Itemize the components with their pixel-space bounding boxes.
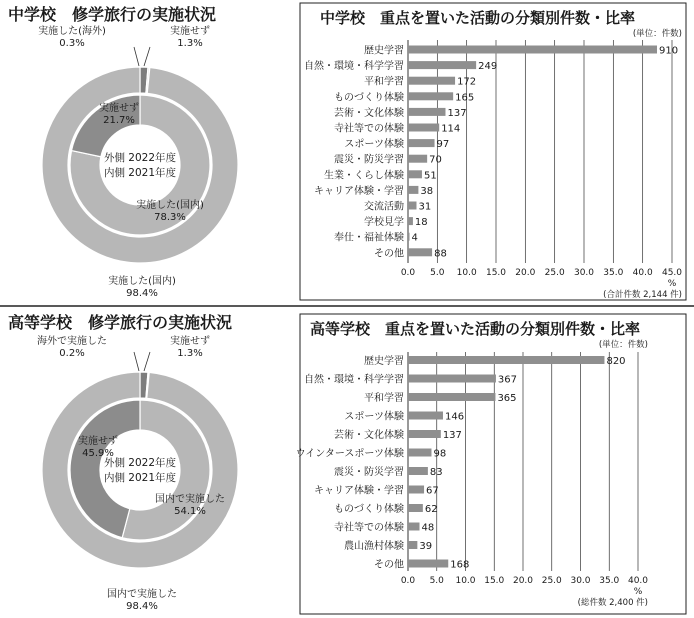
category-label: 平和学習 xyxy=(364,393,404,404)
x-tick-label: 30.0 xyxy=(573,268,595,278)
donut-hole xyxy=(102,127,178,203)
category-label: 寺社等での体験 xyxy=(334,522,404,534)
bar-count-label: 70 xyxy=(429,154,442,166)
bar-count-label: 4 xyxy=(411,232,418,244)
bar-count-label: 910 xyxy=(659,45,679,57)
center-label-inner: 内側 2021年度 xyxy=(103,167,177,179)
category-label: その他 xyxy=(374,248,404,260)
bar xyxy=(408,356,604,364)
x-tick-label: 20.0 xyxy=(512,576,534,586)
hs-inner-domestic-value: 54.1% xyxy=(174,506,206,517)
bar xyxy=(408,449,431,457)
bar-chart-3 xyxy=(296,314,686,614)
bar-count-label: 38 xyxy=(420,185,434,197)
category-label: 寺社等での体験 xyxy=(334,123,404,135)
x-tick-label: 40.0 xyxy=(632,268,653,278)
jh-outer-overseas-value: 0.3% xyxy=(59,38,85,49)
bar-count-label: 39 xyxy=(419,541,433,552)
bar-count-label: 51 xyxy=(423,170,437,182)
donut-chart-0 xyxy=(8,5,238,299)
bar xyxy=(408,375,496,383)
bar-count-label: 137 xyxy=(447,107,467,119)
jh-outer-not-conducted-label: 実施せず xyxy=(170,26,210,37)
bar-count-label: 137 xyxy=(442,430,462,441)
hs-outer-overseas-label: 海外で実施した xyxy=(37,336,107,347)
bar xyxy=(408,202,416,210)
hs-inner-domestic-label: 国内で実施した xyxy=(155,494,225,505)
bar-count-label: 172 xyxy=(457,76,477,88)
bar-title: 高等学校 重点を置いた活動の分類別件数・比率 xyxy=(310,320,641,338)
jh-outer-not-conducted-value: 1.3% xyxy=(177,38,203,49)
hs-outer-domestic-label: 国内で実施した xyxy=(107,589,177,600)
category-label: ものづくり体験 xyxy=(334,92,404,104)
bar xyxy=(408,155,427,163)
bar xyxy=(408,467,428,475)
category-label: 歴史学習 xyxy=(364,356,404,367)
bar xyxy=(408,139,435,147)
category-label: 震災・防災学習 xyxy=(334,154,404,166)
x-tick-label: 10.0 xyxy=(456,268,477,278)
category-label: 震災・防災学習 xyxy=(334,467,404,478)
leader-line-not-conducted xyxy=(144,352,150,371)
bar-count-label: 249 xyxy=(478,61,498,73)
bar-chart-1 xyxy=(300,3,686,300)
category-label: 芸術・文化体験 xyxy=(334,107,404,119)
bar xyxy=(408,77,455,85)
bar xyxy=(408,233,410,241)
bar xyxy=(408,92,453,100)
x-tick-label: 25.0 xyxy=(544,268,565,278)
x-axis-unit: % xyxy=(667,279,677,289)
bar xyxy=(408,61,476,69)
category-label: 芸術・文化体験 xyxy=(334,430,404,441)
jh-inner-domestic-value: 78.3% xyxy=(154,212,186,223)
leader-line-not-conducted xyxy=(144,47,150,66)
bar-count-label: 18 xyxy=(414,217,428,229)
category-label: 奉仕・福祉体験 xyxy=(334,232,404,244)
total-note: (合計件数 2,144 件) xyxy=(603,290,682,300)
leader-line-overseas xyxy=(134,47,139,66)
x-tick-label: 10.0 xyxy=(455,576,476,586)
donut-title: 高等学校 修学旅行の実施状況 xyxy=(8,313,233,332)
bar-count-label: 88 xyxy=(434,248,447,260)
x-tick-label: 15.0 xyxy=(484,576,505,586)
bar-count-label: 146 xyxy=(444,411,465,423)
category-label: 平和学習 xyxy=(364,76,404,88)
x-tick-label: 40.0 xyxy=(627,576,649,586)
hs-inner-not-conducted-label: 実施せず xyxy=(78,436,118,447)
total-note: (総件数 2,400 件) xyxy=(577,598,648,608)
bar xyxy=(408,124,439,132)
bar xyxy=(408,412,443,420)
category-label: 歴史学習 xyxy=(364,45,404,57)
category-label: 農山漁村体験 xyxy=(344,541,404,552)
bar xyxy=(408,486,424,494)
donut-title: 中学校 修学旅行の実施状況 xyxy=(8,5,217,24)
hs-outer-not-conducted-value: 1.3% xyxy=(177,348,203,359)
category-label: 学校見学 xyxy=(364,217,404,229)
bar xyxy=(408,504,423,512)
category-label: 生業・くらし体験 xyxy=(324,170,404,182)
bar-count-label: 48 xyxy=(421,522,435,534)
x-axis-unit: % xyxy=(633,587,643,597)
center-label-outer: 外側 2022年度 xyxy=(103,457,177,469)
donut-chart-2 xyxy=(8,313,238,612)
bar xyxy=(408,170,422,178)
bar xyxy=(408,248,432,256)
category-label: その他 xyxy=(374,559,404,571)
category-label: 交流活動 xyxy=(364,201,404,213)
x-tick-label: 5.0 xyxy=(429,576,444,586)
leader-line-overseas xyxy=(134,352,139,371)
center-label-inner: 内側 2021年度 xyxy=(103,472,177,484)
bar-count-label: 62 xyxy=(424,504,438,515)
jh-inner-not-conducted-value: 21.7% xyxy=(103,115,135,126)
bar-count-label: 98 xyxy=(433,448,447,460)
bar xyxy=(408,393,495,401)
x-tick-label: 15.0 xyxy=(485,268,507,278)
jh-outer-domestic-label: 実施した(国内) xyxy=(108,276,176,287)
hs-outer-overseas-value: 0.2% xyxy=(59,348,85,359)
bar-count-label: 165 xyxy=(455,92,475,104)
x-tick-label: 35.0 xyxy=(599,576,620,586)
x-tick-label: 45.0 xyxy=(661,268,683,278)
bar xyxy=(408,541,417,549)
unit-note: (単位：件数) xyxy=(598,340,648,350)
bar xyxy=(408,430,441,438)
x-tick-label: 30.0 xyxy=(570,576,591,586)
category-label: ウインタースポーツ体験 xyxy=(295,448,404,460)
jh-inner-not-conducted-label: 実施せず xyxy=(99,103,139,114)
bar-count-label: 114 xyxy=(441,123,461,135)
hs-outer-domestic-value: 98.4% xyxy=(126,601,158,612)
x-tick-label: 25.0 xyxy=(541,576,562,586)
bar xyxy=(408,523,420,531)
category-label: スポーツ体験 xyxy=(344,411,404,423)
jh-outer-overseas-label: 実施した(海外) xyxy=(38,26,106,37)
bar xyxy=(408,186,418,194)
bar-count-label: 83 xyxy=(429,467,443,478)
x-tick-label: 35.0 xyxy=(603,268,624,278)
category-label: ものづくり体験 xyxy=(334,504,404,515)
bar-count-label: 67 xyxy=(426,485,439,497)
bar xyxy=(408,108,445,116)
x-tick-label: 0.0 xyxy=(400,576,416,586)
bar xyxy=(408,217,413,225)
x-tick-label: 5.0 xyxy=(430,268,445,278)
hs-outer-not-conducted-label: 実施せず xyxy=(170,336,210,347)
bar-title: 中学校 重点を置いた活動の分類別件数・比率 xyxy=(320,9,636,27)
category-label: スポーツ体験 xyxy=(344,139,404,151)
unit-note: (単位：件数) xyxy=(632,29,682,39)
category-label: キャリア体験・学習 xyxy=(314,485,404,497)
bar-count-label: 367 xyxy=(497,374,518,386)
bar-count-label: 97 xyxy=(436,139,450,151)
bar-count-label: 365 xyxy=(497,393,517,404)
hs-inner-not-conducted-value: 45.9% xyxy=(82,448,114,459)
center-label-outer: 外側 2022年度 xyxy=(103,152,177,164)
category-label: 自然・環境・科学学習 xyxy=(304,374,404,386)
bar xyxy=(408,560,448,568)
bar xyxy=(408,46,657,54)
bar-count-label: 820 xyxy=(606,356,626,367)
jh-inner-domestic-label: 実施した(国内) xyxy=(136,200,204,211)
category-label: 自然・環境・科学学習 xyxy=(304,61,404,73)
bar-count-label: 31 xyxy=(418,201,432,213)
jh-outer-domestic-value: 98.4% xyxy=(126,288,158,299)
x-tick-label: 0.0 xyxy=(400,268,416,278)
x-tick-label: 20.0 xyxy=(515,268,536,278)
category-label: キャリア体験・学習 xyxy=(314,185,404,197)
bar-count-label: 168 xyxy=(450,559,470,571)
